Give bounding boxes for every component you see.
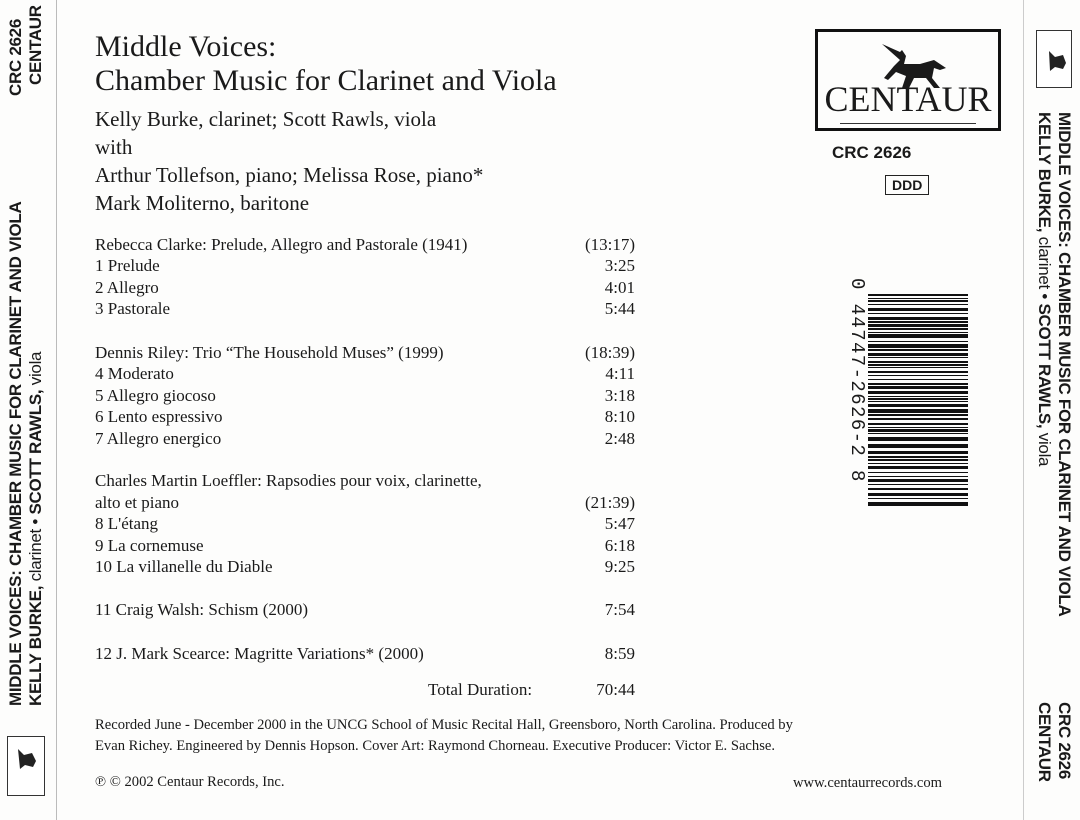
barcode-bar: [868, 375, 968, 376]
barcode-bar: [868, 463, 968, 464]
barcode-bar: [868, 451, 968, 454]
performers: [95, 105, 483, 217]
barcode-bar: [868, 371, 968, 373]
barcode-bar: [868, 364, 968, 366]
work-heading: Dennis Riley: Trio “The Household Muses” (1999) (18:39): [95, 343, 635, 362]
barcode-bar: [868, 423, 968, 425]
logo-wordmark: CENTAUR: [824, 79, 992, 119]
barcode-bar: [868, 456, 968, 458]
centaur-icon: [8, 737, 44, 795]
barcode-bar: [868, 341, 968, 342]
track-row: 8 L'étang 5:47: [95, 514, 635, 533]
barcode-bar: [868, 328, 968, 330]
credits: Recorded June - December 2000 in the UNCG School of Music Recital Hall, Greensboro, North Carolina. Produced by Evan Richey. Engineered by Dennis Hopson. Cover Art: Raymond Chorneau. Executive Producer: Victor E. Sachse.: [95, 717, 793, 754]
barcode-bar: [868, 409, 968, 413]
barcode-bar: [868, 437, 968, 441]
track-row: 9 La cornemuse 6:18: [95, 536, 635, 555]
barcode-bar: [868, 294, 968, 296]
spine-artists: KELLY BURKE, clarinet • SCOTT RAWLS, viola: [1035, 112, 1054, 467]
total-duration-label: Total Duration:: [428, 680, 533, 699]
left-spine: [0, 0, 57, 820]
work-heading: alto et piano (21:39): [95, 493, 635, 512]
barcode-bar: [868, 367, 968, 368]
spine-catalog: CRC 2626: [1055, 702, 1074, 779]
barcode-bar: [868, 334, 968, 338]
album-title: [95, 30, 557, 98]
barcode-bar: [868, 498, 968, 499]
barcode-bar: [868, 344, 968, 348]
logo-underline: [840, 123, 976, 124]
performer-line: Mark Moliterno, baritone: [95, 191, 310, 215]
barcode-bar: [868, 398, 968, 400]
barcode-bar: [868, 383, 968, 385]
performer-line: Kelly Burke, clarinet; Scott Rawls, viola: [95, 107, 437, 131]
barcode-bar: [868, 466, 968, 469]
track-row: 11 Craig Walsh: Schism (2000) 7:54: [95, 600, 635, 619]
right-spine: [1023, 0, 1080, 820]
barcode-bar: [868, 308, 968, 311]
spine-logo: [1036, 30, 1072, 88]
track-row: 5 Allegro giocoso 3:18: [95, 386, 635, 405]
centaur-logo: [815, 29, 1001, 131]
barcode-bar: [868, 357, 968, 358]
barcode-bar: [868, 361, 968, 363]
barcode-bar: [868, 349, 968, 351]
barcode-bar: [868, 479, 968, 482]
barcode-bar: [868, 444, 968, 448]
ddd-badge: DDD: [885, 175, 929, 195]
barcode-bar: [868, 502, 968, 506]
barcode-bar: [868, 332, 968, 333]
spine-title: MIDDLE VOICES: CHAMBER MUSIC FOR CLARINET AND VIOLA: [6, 201, 25, 706]
track-row: 3 Pastorale 5:44: [95, 299, 635, 318]
barcode-bar: [868, 391, 968, 394]
barcode-bar: [868, 484, 968, 485]
track-row: 4 Moderato 4:11: [95, 364, 635, 383]
track-row: 1 Prelude 3:25: [95, 256, 635, 275]
catalog-number: CRC 2626: [832, 143, 912, 162]
track-row: 6 Lento espressivo 8:10: [95, 407, 635, 426]
track-row: 10 La villanelle du Diable 9:25: [95, 557, 635, 576]
track-row: 12 J. Mark Scearce: Magritte Variations* (2000) 8:59: [95, 644, 635, 663]
barcode-bar: [868, 476, 968, 477]
barcode-bar: [868, 353, 968, 356]
spine-logo: [7, 736, 45, 796]
barcode-bar: [868, 404, 968, 407]
barcode-bar: [868, 304, 968, 305]
performer-line: with: [95, 135, 133, 159]
barcode-bar: [868, 488, 968, 490]
barcode-bar: [868, 414, 968, 416]
title-line: Chamber Music for Clarinet and Viola: [95, 64, 557, 97]
barcode-bar: [868, 427, 968, 428]
spine-label: CENTAUR: [26, 5, 45, 85]
barcode-bar: [868, 321, 968, 323]
barcode-bar: [868, 401, 968, 402]
work-heading: Rebecca Clarke: Prelude, Allegro and Pastorale (1941) (13:17): [95, 235, 635, 254]
barcode-bar: [868, 396, 968, 397]
title-line: Middle Voices:: [95, 30, 277, 63]
barcode-bar: [868, 324, 968, 327]
barcode-bar: [868, 386, 968, 389]
spine-label: CENTAUR: [1035, 702, 1054, 782]
copyright: ℗ © 2002 Centaur Records, Inc.: [95, 774, 285, 790]
barcode-bar: [868, 433, 968, 434]
work-heading: Charles Martin Loeffler: Rapsodies pour voix, clarinette,: [95, 471, 482, 490]
barcode-bar: [868, 472, 968, 473]
performer-line: Arthur Tollefson, piano; Melissa Rose, piano*: [95, 163, 484, 187]
barcode-bar: [868, 300, 968, 302]
spine-artists: KELLY BURKE, clarinet • SCOTT RAWLS, viola: [26, 351, 45, 706]
barcode-bar: [868, 459, 968, 461]
barcode-bar: [868, 493, 968, 496]
barcode-bar: [868, 429, 968, 432]
barcode-bar: [868, 298, 968, 299]
centaur-icon: [1037, 31, 1071, 87]
spine-catalog: CRC 2626: [6, 19, 25, 96]
barcode-bar: [868, 379, 968, 380]
barcode-bar: [868, 317, 968, 320]
barcode-bar: [868, 418, 968, 420]
spine-title: MIDDLE VOICES: CHAMBER MUSIC FOR CLARINET AND VIOLA: [1055, 112, 1074, 617]
track-row: 2 Allegro 4:01: [95, 278, 635, 297]
barcode-digits: 0 44747-2626-2 8: [846, 278, 868, 483]
barcode: [868, 294, 970, 508]
website-link[interactable]: www.centaurrecords.com: [793, 775, 942, 791]
track-row: 7 Allegro energico 2:48: [95, 429, 635, 448]
total-duration-value: 70:44: [596, 680, 635, 699]
barcode-bar: [868, 313, 968, 314]
